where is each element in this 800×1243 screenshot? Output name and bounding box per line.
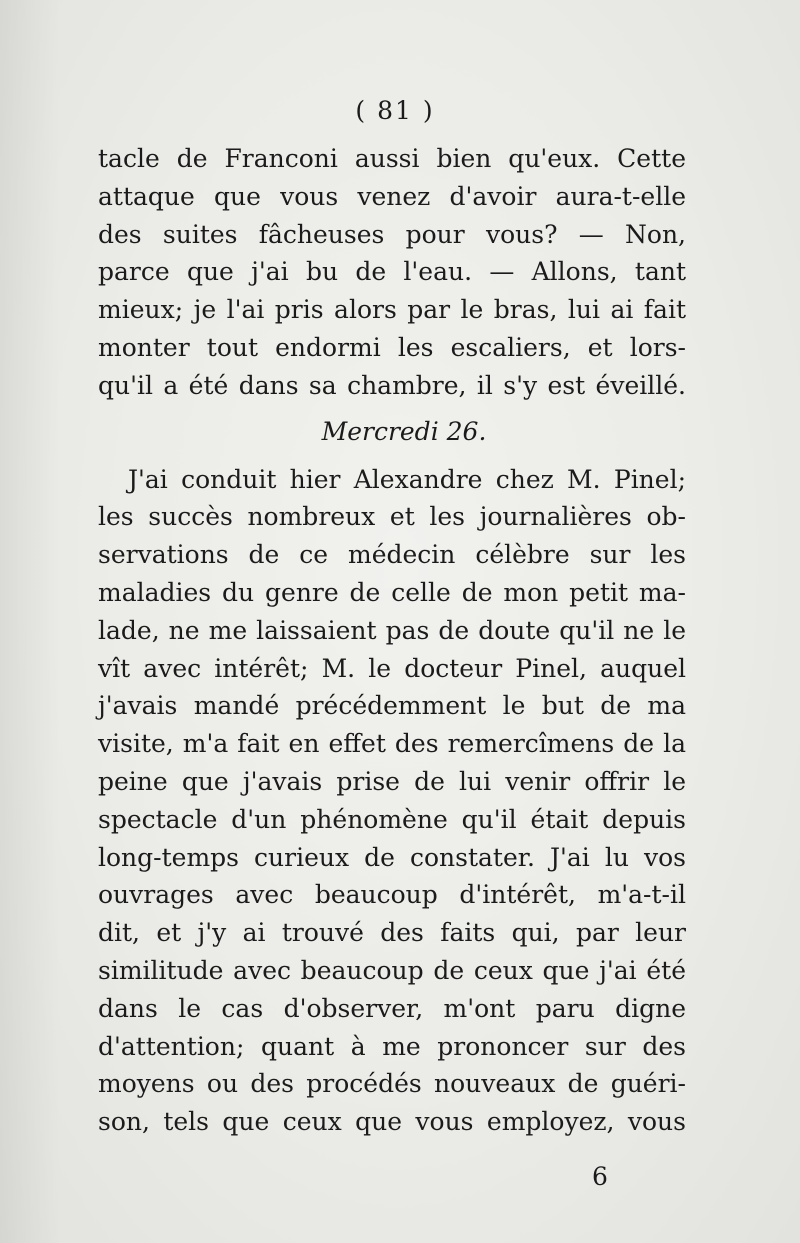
text-line: parce que j'ai bu de l'eau. — Allons, tant — [98, 257, 686, 287]
text-line: similitude avec beaucoup de ceux que j'ai été — [98, 955, 686, 985]
text-line: d'attention; quant à me prononcer sur des — [98, 1031, 686, 1061]
paragraph-2 — [98, 461, 686, 1141]
text-line: j'avais mandé précédemment le but de ma — [98, 691, 686, 721]
text-line: les succès nombreux et les journalières ob- — [98, 502, 686, 532]
text-line: mieux; je l'ai pris alors par le bras, lui ai fait — [98, 295, 686, 325]
text-line: servations de ce médecin célèbre sur les — [98, 540, 686, 570]
text-line: spectacle d'un phénomène qu'il était depuis — [98, 804, 686, 834]
page-number: ( 81 ) — [355, 96, 435, 125]
body-text — [98, 140, 686, 1141]
text-line: lade, ne me laissaient pas de doute qu'il ne le — [98, 615, 686, 645]
text-line: visite, m'a fait en effet des remercîmens de la — [98, 729, 686, 759]
text-line: dans le cas d'observer, m'ont paru digne — [98, 993, 686, 1023]
signature-mark: 6 — [592, 1162, 608, 1191]
paragraph-1 — [98, 140, 686, 405]
text-line: vît avec intérêt; M. le docteur Pinel, auquel — [98, 653, 686, 683]
text-line: ouvrages avec beaucoup d'intérêt, m'a-t-il — [98, 880, 686, 910]
text-line: dit, et j'y ai trouvé des faits qui, par leur — [98, 918, 686, 948]
text-line: son, tels que ceux que vous employez, vous — [98, 1107, 686, 1137]
text-line: moyens ou des procédés nouveaux de guéri- — [98, 1069, 686, 1099]
text-line: tacle de Franconi aussi bien qu'eux. Cette — [98, 144, 686, 173]
text-line: qu'il a été dans sa chambre, il s'y est éveillé. — [98, 370, 686, 400]
section-heading: Mercredi 26. — [321, 416, 487, 446]
text-line: J'ai conduit hier Alexandre chez M. Pinel; — [128, 464, 686, 494]
page-edge-shadow — [0, 0, 60, 1243]
text-line: des suites fâcheuses pour vous? — Non, — [98, 219, 686, 249]
text-line: long-temps curieux de constater. J'ai lu vos — [98, 842, 686, 872]
text-line: peine que j'avais prise de lui venir offrir le — [98, 766, 686, 796]
text-line: attaque que vous venez d'avoir aura-t-elle — [98, 181, 686, 211]
text-line: monter tout endormi les escaliers, et lors- — [98, 332, 686, 362]
text-line: maladies du genre de celle de mon petit ma- — [98, 577, 686, 607]
